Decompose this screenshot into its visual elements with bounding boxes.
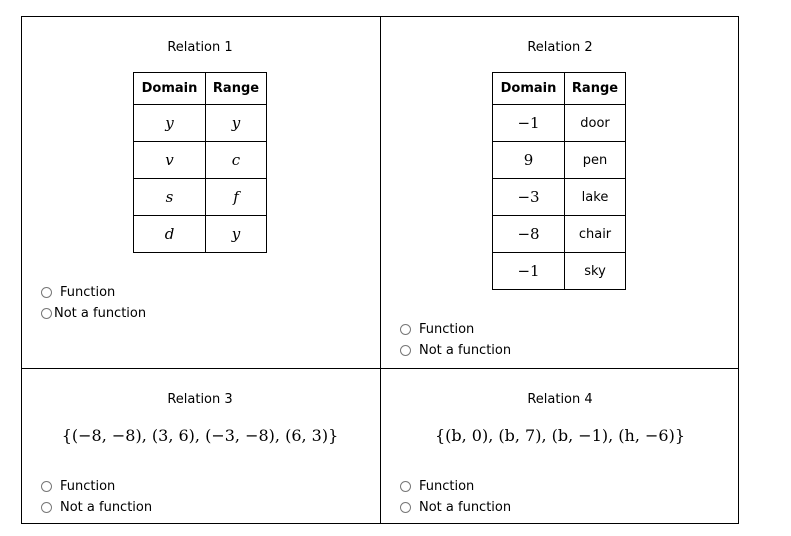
option-label: Function <box>419 479 475 494</box>
table-header-row <box>134 73 267 105</box>
relation2-function-option[interactable] <box>400 322 474 337</box>
relation2-table <box>492 72 626 290</box>
relation4-title: Relation 4 <box>527 392 593 407</box>
option-label: Function <box>419 322 475 337</box>
table-row <box>134 179 267 216</box>
option-label: Not a function <box>60 500 153 515</box>
relation1-table <box>133 72 267 253</box>
domain-cell: s <box>134 179 206 216</box>
relation4-not-function-option[interactable] <box>400 500 511 515</box>
range-cell: chair <box>565 216 626 253</box>
table-row <box>134 216 267 253</box>
range-cell: door <box>565 105 626 142</box>
table-row <box>493 142 626 179</box>
radio-button[interactable] <box>41 287 52 298</box>
range-header: Range <box>206 73 267 105</box>
radio-button[interactable] <box>400 481 411 492</box>
option-label: Not a function <box>419 500 512 515</box>
domain-cell: −8 <box>493 216 565 253</box>
table-row <box>493 253 626 290</box>
relation3-function-option[interactable] <box>41 479 115 494</box>
radio-button[interactable] <box>400 345 411 356</box>
range-cell: y <box>206 105 267 142</box>
domain-cell: d <box>134 216 206 253</box>
domain-header: Domain <box>493 73 565 105</box>
relation3-not-function-option[interactable] <box>41 500 152 515</box>
table-row <box>134 142 267 179</box>
radio-button[interactable] <box>400 502 411 513</box>
domain-cell: v <box>134 142 206 179</box>
table-row <box>493 179 626 216</box>
domain-cell: −1 <box>493 253 565 290</box>
relation3-title: Relation 3 <box>167 392 233 407</box>
relation2-title: Relation 2 <box>527 40 593 55</box>
relation4-set: {(b, 0), (b, 7), (b, −1), (h, −6)} <box>434 426 686 445</box>
option-label: Not a function <box>419 343 512 358</box>
range-cell: c <box>206 142 267 179</box>
radio-button[interactable] <box>41 308 52 319</box>
range-cell: lake <box>565 179 626 216</box>
domain-cell: y <box>134 105 206 142</box>
domain-cell: −1 <box>493 105 565 142</box>
option-label: Not a function <box>54 306 147 321</box>
relation1-not-function-option[interactable] <box>41 306 146 321</box>
relation4-function-option[interactable] <box>400 479 474 494</box>
range-cell: y <box>206 216 267 253</box>
domain-cell: 9 <box>493 142 565 179</box>
option-label: Function <box>60 479 116 494</box>
table-row <box>134 105 267 142</box>
radio-button[interactable] <box>41 502 52 513</box>
option-label: Function <box>60 285 116 300</box>
table-header-row <box>493 73 626 105</box>
radio-button[interactable] <box>41 481 52 492</box>
relation1-function-option[interactable] <box>41 285 115 300</box>
range-cell: sky <box>565 253 626 290</box>
relation1-title: Relation 1 <box>167 40 233 55</box>
range-cell: f <box>206 179 267 216</box>
range-header: Range <box>565 73 626 105</box>
domain-cell: −3 <box>493 179 565 216</box>
vertical-divider <box>380 16 381 524</box>
domain-header: Domain <box>134 73 206 105</box>
horizontal-divider <box>21 368 739 369</box>
radio-button[interactable] <box>400 324 411 335</box>
table-row <box>493 105 626 142</box>
table-row <box>493 216 626 253</box>
relation2-not-function-option[interactable] <box>400 343 511 358</box>
relation3-set: {(−8, −8), (3, 6), (−3, −8), (6, 3)} <box>61 426 339 445</box>
range-cell: pen <box>565 142 626 179</box>
